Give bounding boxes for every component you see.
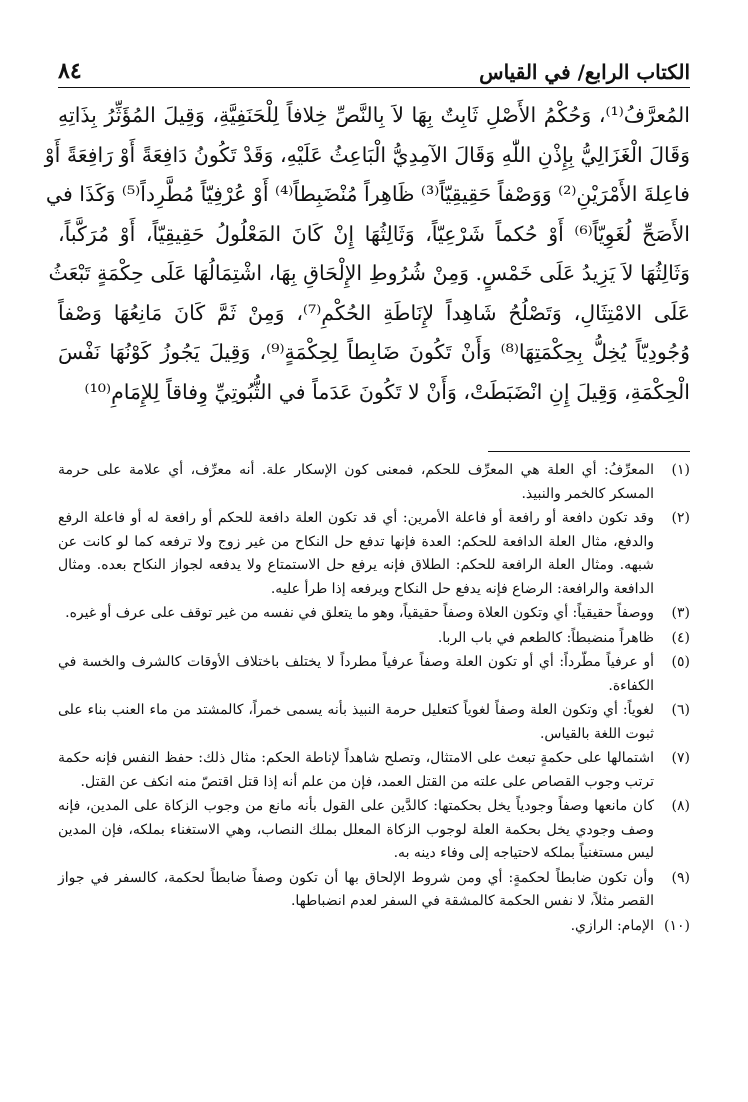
footnotes bbox=[58, 459, 690, 939]
footnote-number: (٣) bbox=[671, 605, 690, 621]
footnote bbox=[58, 915, 690, 939]
footnote bbox=[58, 651, 690, 698]
text-line: الأَصَحِّ لُغَوِيّاً⁽⁶⁾ أَوْ حُكماً شَرْعِيّاً، وَثَالِثُهَا إِنْ كَانَ المَعْلُولُ حَقِيقِيّاً، أَوْ مُرَكَّباً، bbox=[58, 221, 690, 246]
footnote bbox=[58, 867, 690, 914]
footnote bbox=[58, 602, 690, 626]
footnote-number: (٧) bbox=[671, 750, 690, 766]
footnote bbox=[58, 795, 690, 866]
footnote-text: اشتمالها على حكمةٍ تبعث على الامتثال، وتصلح شاهداً لإناطة الحكم: مثال ذلك: حفظ النفس فإنه حكمة ترتب وجوب القصاص على علته من القتل العمد، فإن من علم أنه إذا قتل اقتصّ منه انكف عن القتل. bbox=[58, 750, 654, 790]
footnote-separator bbox=[488, 451, 690, 452]
text-line: الْحِكْمَةِ، وَقِيلَ إِنِ انْضَبَطَتْ، وَأَنْ لا تَكُونَ عَدَماً في الثُّبُوتِيِّ وِفاقاً لِلإِمَامِ⁽¹⁰⁾ bbox=[84, 379, 690, 404]
footnote-text: أو عرفياً مطّرداً: أي أو تكون العلة وصفاً عرفياً مطرداً لا يختلف باختلاف الأوقات كالشرف والخسة في الكفاءة. bbox=[58, 654, 654, 694]
footnote-text: الإمام: الرازي. bbox=[570, 917, 654, 934]
footnote-number: (٨) bbox=[671, 798, 690, 814]
footnote-text: وقد تكون دافعة أو رافعة أو فاعلة الأمرين: أي قد تكون العلة دافعة للحكم أو رافعة له أو فاعلة الرفع والدفع، مثال العلة الدافعة للحكم: العدة فإنها تدفع حل النكاح من غير زوج ولا ترفعه كما لو كانت عن شبهه. ومثال العلة الرافعة للحكم: الطلاق فإنه يرفع حل الاستمتاع ولا يدفعه لجواز النكاح بعده. ومثال الدافعة والرافعة: الرضاع فإنه يدفع حل النكاح ويرفعه إذا طرأ عليه. bbox=[58, 510, 655, 597]
footnote-text: لغوياً: أي وتكون العلة وصفاً لغوياً كتعليل حرمة النبيذ بأنه يسمى خمراً، كالمشتد من ماء العنب بناء على ثبوت اللغة بالقياس. bbox=[58, 702, 654, 742]
footnote-text: ووصفاً حقيقياً: أي وتكون العلاة وصفاً حقيقياً، وهو ما يتعلق في نفسه من غير توقف على عرف أو غيره. bbox=[65, 605, 654, 621]
text-line: وَثَالِثُهَا لاَ يَزِيدُ عَلَى خَمْسٍ. وَمِنْ شُرُوطِ الإِلْحَاقِ بِهَا، اشْتِمَالُهَا عَلَى حِكْمَةٍ تَبْعَثُ bbox=[48, 261, 690, 285]
footnote-number: (٦) bbox=[671, 702, 690, 718]
header-divider bbox=[58, 87, 690, 88]
footnote bbox=[58, 747, 690, 794]
footnote-number: (١٠) bbox=[664, 917, 690, 934]
page-header bbox=[58, 44, 690, 84]
text-line: وَقَالَ الْغَزَالِيُّ بِإِذْنِ اللّٰهِ وَقَالَ الآمِدِيُّ الْبَاعِثُ عَلَيْهِ، وَقَدْ تَكُونُ دَافِعَةً أَوْ رَافِعَةً أَوْ bbox=[44, 142, 690, 167]
footnote-number: (٤) bbox=[671, 629, 690, 646]
running-title: الكتاب الرابع/ في القياس bbox=[479, 60, 690, 84]
footnote bbox=[58, 507, 690, 601]
text-line: وُجُودِيّاً يُخِلُّ بِحِكْمَتِهَا⁽⁸⁾ وَأَنْ تَكُونَ ضَابِطاً لِحِكْمَةٍ⁽⁹⁾، وَقِيلَ يَجُوزُ كَوْنُهَا نَفْسَ bbox=[58, 340, 690, 364]
footnote-text: وأن تكون ضابطاً لحكمةٍ: أي ومن شروط الإلحاق بها أن تكون وصفاً ضابطاً لحكمة، كالسفر في جواز القصر مثلاً، لا نفس الحكمة كالمشقة في السفر لعدم انضباطها. bbox=[58, 869, 654, 909]
footnote-number: (٥) bbox=[671, 654, 690, 670]
footnote-number: (١) bbox=[671, 462, 690, 478]
page-number: ٨٤ bbox=[58, 58, 82, 84]
footnote bbox=[58, 699, 690, 746]
main-text bbox=[44, 96, 690, 412]
footnote-number: (٢) bbox=[671, 510, 690, 526]
footnote-text: كان مانعها وصفاً وجودياً يخل بحكمتها: كالدَّين على القول بأنه مانع من وجوب الزكاة على المدين، فإنه وصف وجودي يخل بحكمة العلة لوجوب الزكاة المعلل بملك النصاب، وهي الاستغناء بملكه، فإن المدين ليس مستغنياً بملكه لاحتياجه إلى وفاء دينه به. bbox=[58, 798, 654, 861]
text-line: المُعرَّفُ⁽¹⁾، وَحُكْمُ الأَصْلِ ثَابِتٌ بِهَا لاَ بِالنَّصِّ خِلافاً لِلْحَنَفِيَّةِ، وَقِيلَ المُؤَثِّرُ بِذَاتِهِ bbox=[58, 103, 690, 127]
footnote-text: ظاهراً منضبطاً: كالطعم في باب الربا. bbox=[437, 629, 654, 646]
text-line: عَلَى الامْتِثَالِ، وَتَصْلُحُ شَاهِداً لإِنَاطَةِ الحُكْمِ⁽⁷⁾، وَمِنْ ثَمَّ كَانَ مَانِعُهَا وَصْفاً bbox=[58, 300, 690, 325]
text-line: فاعِلةَ الأَمْرَيْنِ⁽²⁾ وَوَصْفاً حَقِيقِيّاً⁽³⁾ ظَاهِراً مُنْضَبِطاً⁽⁴⁾ أَوْ عُرْفِيّاً مُطَّرِداً⁽⁵⁾ وَكَذَا في bbox=[45, 182, 690, 206]
footnote-number: (٩) bbox=[671, 869, 690, 886]
footnote bbox=[58, 627, 690, 651]
footnote-text: المعرِّفُ: أي العلة هي المعرِّف للحكم، فمعنى كون الإسكار علة. أنه معرِّف، أي علامة على حرمة المسكر كالخمر والنبيذ. bbox=[58, 462, 654, 502]
footnote bbox=[58, 459, 690, 506]
